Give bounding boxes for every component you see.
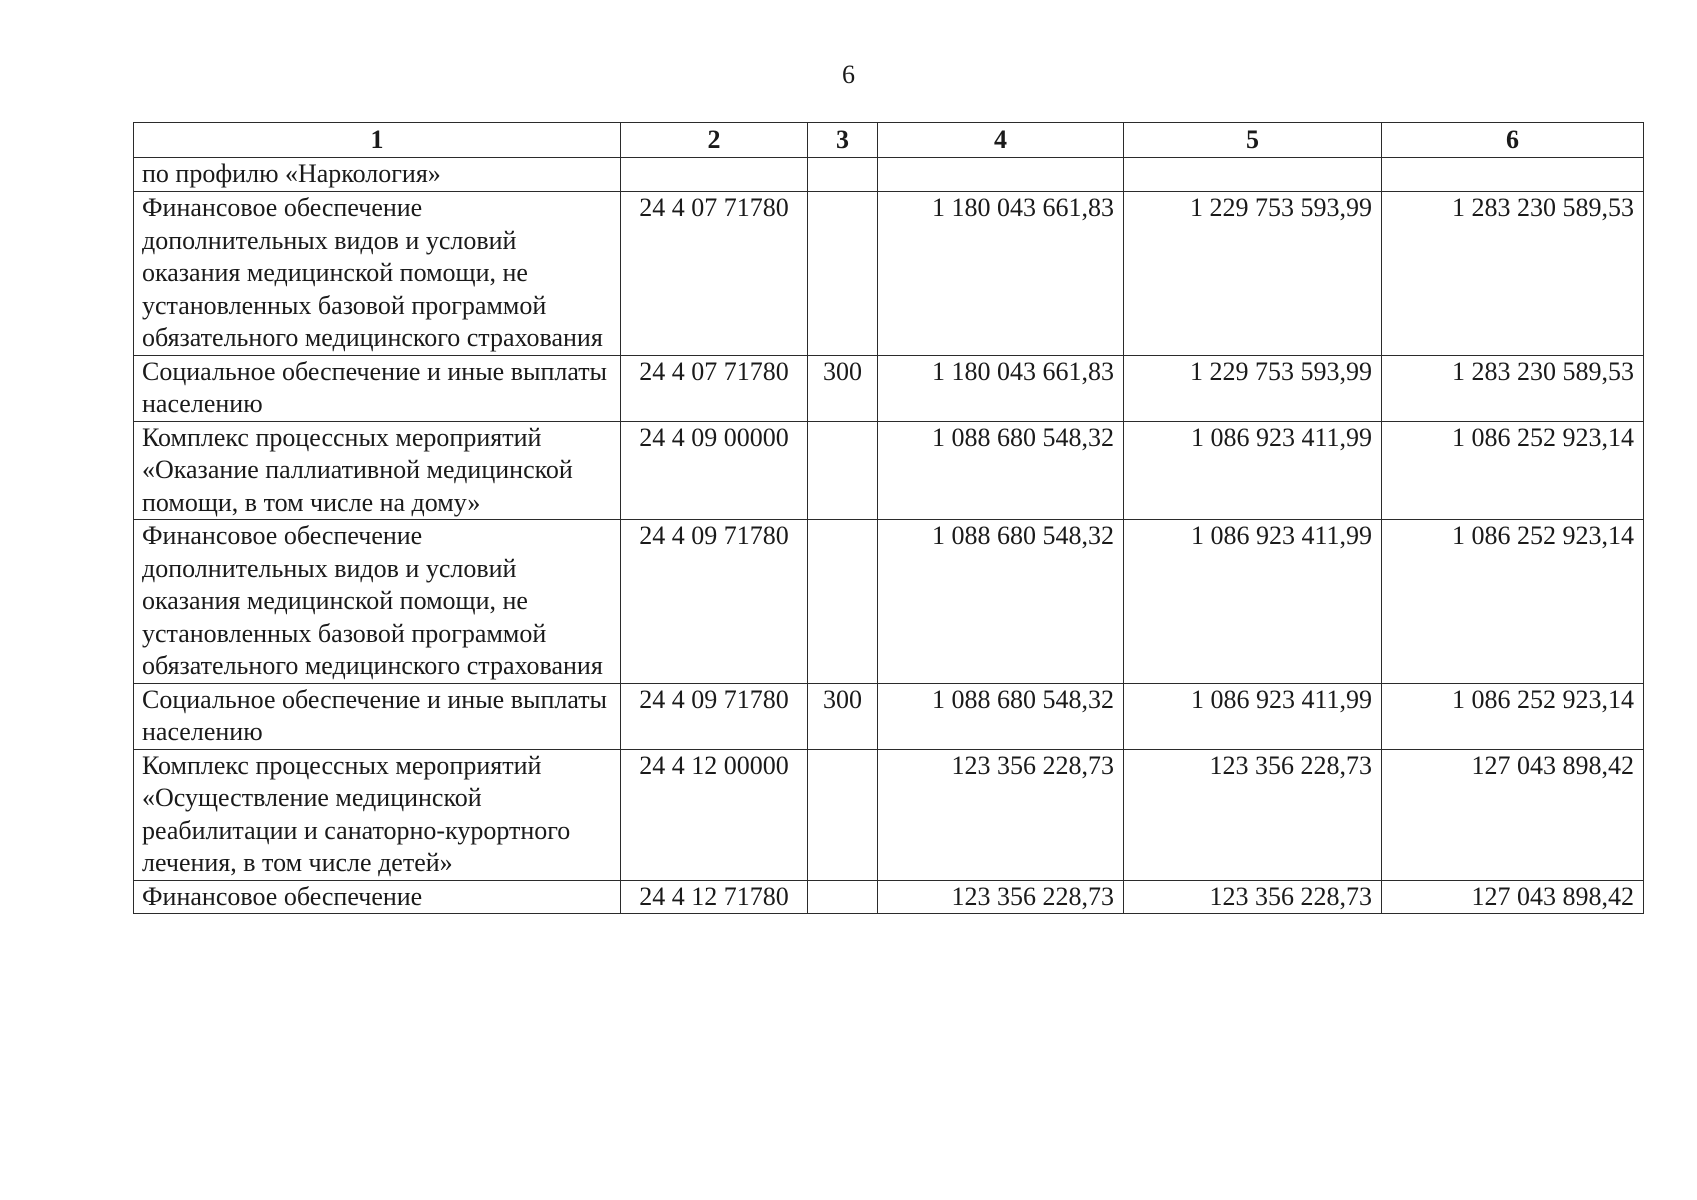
row-name: Финансовое обеспечение — [134, 880, 621, 914]
row-value-col6 — [1382, 158, 1644, 192]
row-value-col6: 1 283 230 589,53 — [1382, 355, 1644, 421]
page-number: 6 — [842, 60, 855, 89]
row-code: 24 4 07 71780 — [621, 355, 808, 421]
row-value-col5: 1 229 753 593,99 — [1124, 192, 1382, 356]
table-row — [134, 158, 1644, 192]
row-value-col6: 127 043 898,42 — [1382, 749, 1644, 880]
row-value-col6: 1 283 230 589,53 — [1382, 192, 1644, 356]
row-code — [621, 158, 808, 192]
column-header: 3 — [808, 123, 878, 158]
row-name: по профилю «Наркология» — [134, 158, 621, 192]
row-expense-type — [808, 421, 878, 520]
row-value-col4: 1 088 680 548,32 — [878, 520, 1124, 684]
row-code: 24 4 07 71780 — [621, 192, 808, 356]
row-name: Финансовое обеспечение дополнительных видов и условий оказания медицинской помощи, не установленных базовой программой обязательного медицинского страхования — [134, 520, 621, 684]
row-name: Социальное обеспечение и иные выплаты населению — [134, 355, 621, 421]
row-expense-type: 300 — [808, 355, 878, 421]
row-value-col5: 123 356 228,73 — [1124, 880, 1382, 914]
row-value-col5 — [1124, 158, 1382, 192]
row-code: 24 4 09 71780 — [621, 520, 808, 684]
table-row — [134, 749, 1644, 880]
row-value-col4: 1 088 680 548,32 — [878, 421, 1124, 520]
row-value-col4: 123 356 228,73 — [878, 749, 1124, 880]
column-header: 5 — [1124, 123, 1382, 158]
table-row — [134, 355, 1644, 421]
row-value-col4: 1 180 043 661,83 — [878, 192, 1124, 356]
row-value-col4: 123 356 228,73 — [878, 880, 1124, 914]
row-code: 24 4 12 71780 — [621, 880, 808, 914]
row-value-col5: 1 229 753 593,99 — [1124, 355, 1382, 421]
row-expense-type — [808, 192, 878, 356]
row-name: Социальное обеспечение и иные выплаты населению — [134, 683, 621, 749]
budget-table — [133, 122, 1644, 914]
column-header: 1 — [134, 123, 621, 158]
table-row — [134, 683, 1644, 749]
row-expense-type: 300 — [808, 683, 878, 749]
row-value-col6: 1 086 252 923,14 — [1382, 421, 1644, 520]
row-expense-type — [808, 520, 878, 684]
row-value-col4: 1 088 680 548,32 — [878, 683, 1124, 749]
row-expense-type — [808, 158, 878, 192]
row-expense-type — [808, 880, 878, 914]
row-name: Финансовое обеспечение дополнительных видов и условий оказания медицинской помощи, не установленных базовой программой обязательного медицинского страхования — [134, 192, 621, 356]
row-value-col6: 127 043 898,42 — [1382, 880, 1644, 914]
row-name: Комплекс процессных мероприятий «Оказание паллиативной медицинской помощи, в том числе на дому» — [134, 421, 621, 520]
column-header: 4 — [878, 123, 1124, 158]
budget-table-container — [133, 122, 1643, 914]
row-code: 24 4 09 71780 — [621, 683, 808, 749]
table-row — [134, 421, 1644, 520]
row-value-col6: 1 086 252 923,14 — [1382, 520, 1644, 684]
row-name: Комплекс процессных мероприятий «Осуществление медицинской реабилитации и санаторно-курортного лечения, в том числе детей» — [134, 749, 621, 880]
row-code: 24 4 12 00000 — [621, 749, 808, 880]
table-row — [134, 192, 1644, 356]
row-value-col4: 1 180 043 661,83 — [878, 355, 1124, 421]
row-value-col6: 1 086 252 923,14 — [1382, 683, 1644, 749]
table-header-row — [134, 123, 1644, 158]
row-value-col5: 123 356 228,73 — [1124, 749, 1382, 880]
row-expense-type — [808, 749, 878, 880]
row-code: 24 4 09 00000 — [621, 421, 808, 520]
table-row — [134, 520, 1644, 684]
row-value-col5: 1 086 923 411,99 — [1124, 683, 1382, 749]
table-row — [134, 880, 1644, 914]
row-value-col5: 1 086 923 411,99 — [1124, 520, 1382, 684]
column-header: 2 — [621, 123, 808, 158]
row-value-col4 — [878, 158, 1124, 192]
column-header: 6 — [1382, 123, 1644, 158]
row-value-col5: 1 086 923 411,99 — [1124, 421, 1382, 520]
